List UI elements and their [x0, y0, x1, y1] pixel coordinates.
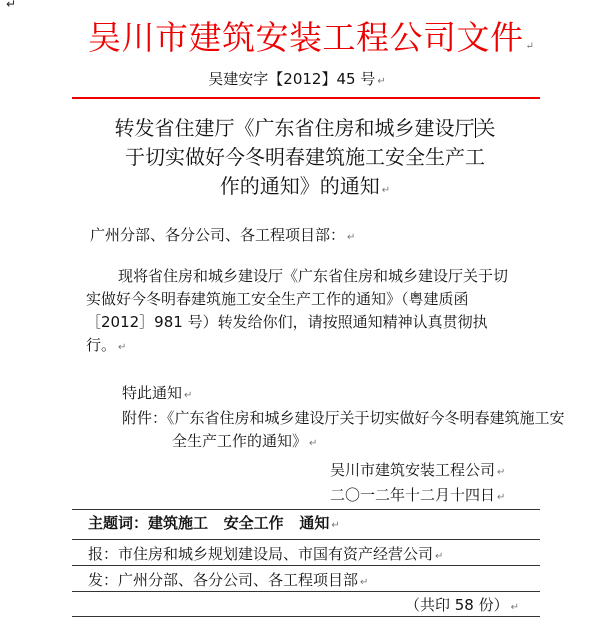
signature-company[interactable]: 吴川市建筑安装工程公司 ↵ — [330, 461, 506, 479]
copies-count[interactable]: （共印 58 份） ↵ — [405, 596, 520, 614]
divider-line — [72, 509, 540, 510]
headline-line-2: 于切实做好今冬明春建筑施工安全生产工 — [125, 145, 485, 169]
signature-date[interactable]: 二〇一二年十二月十四日 ↵ — [330, 486, 506, 504]
send-to[interactable]: 发：广州分部、各分公司、各工程项目部 ↵ — [88, 571, 369, 589]
subject-words[interactable]: 主题词：建筑施工 安全工作 通知 ↵ — [88, 514, 340, 532]
divider-line — [72, 616, 540, 617]
notice-text[interactable]: 特此通知 ↵ — [122, 384, 193, 402]
red-separator-line — [72, 97, 540, 99]
divider-line — [72, 539, 540, 540]
divider-line — [72, 565, 540, 566]
document-title: 吴川市建筑安装工程公司文件 ↵ — [88, 18, 535, 57]
report-to[interactable]: 报：市住房和城乡规划建设局、市国有资产经营公司 ↵ — [88, 545, 444, 563]
headline-line-1: 转发省住建厅《广东省住房和城乡建设厅关 — [114, 116, 496, 140]
addressee[interactable]: 广州分部、各分公司、各工程项目部： ↵ — [90, 226, 356, 244]
paragraph-mark-top: ↵ — [6, 0, 17, 11]
document-number: 吴建安字【2012】45 号 ↵ — [208, 70, 386, 88]
divider-line — [72, 591, 540, 592]
headline-line-3: 作的通知》的通知 ↵ — [219, 174, 391, 198]
body-paragraph[interactable]: 现将省住房和城乡建设厅《广东省住房和城乡建设厅关于切实做好今冬明春建筑施工安全生产工作的通知》（粤建质函［2012］981 号）转发给你们，请按照通知精神认真贯彻执行。 ↵ — [86, 267, 509, 354]
headline[interactable] — [70, 114, 540, 205]
attachment-text[interactable]: 附件：《广东省住房和城乡建设厅关于切实做好今冬明春建筑施工安全生产工作的通知》 ↵ — [122, 409, 565, 450]
